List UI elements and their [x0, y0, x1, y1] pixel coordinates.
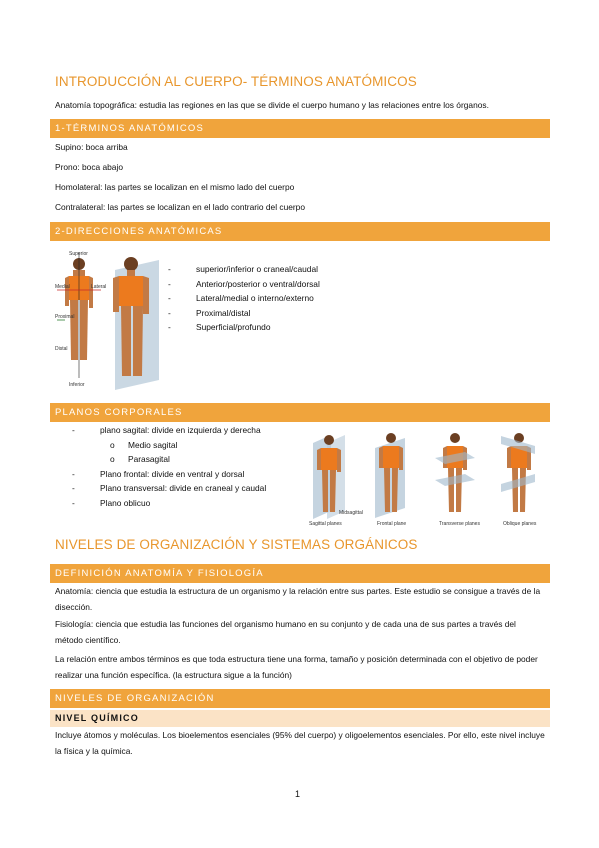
plano-item: - plano sagital: divide en izquierda y derecha: [72, 425, 261, 435]
sagittal-planes-illustration: [313, 435, 345, 519]
plano-subitem: o Parasagital: [110, 454, 170, 465]
caption-sagittal: Sagittal planes: [309, 521, 342, 527]
section-bar-niveles: NIVELES DE ORGANIZACIÓN: [50, 689, 550, 708]
plano-item: - Plano transversal: divide en craneal y caudal: [72, 483, 267, 494]
label-inferior: Inferior: [69, 382, 85, 388]
planos-list: [72, 423, 266, 511]
caption-oblique: Oblique planes: [503, 521, 537, 527]
frontal-plane-illustration: [375, 433, 405, 518]
termino-homolateral: Homolateral: las partes se localizan en el mismo lado del cuerpo: [55, 182, 295, 192]
label-superior: Superior: [69, 251, 88, 257]
page-number: 1: [295, 789, 301, 799]
direccion-item: - Superficial/profundo: [168, 322, 271, 333]
caption-midsagittal: Midsagittal: [339, 510, 363, 516]
section-title-intro: INTRODUCCIÓN AL CUERPO- TÉRMINOS ANATÓMICOS: [55, 74, 417, 89]
oblique-planes-illustration: [501, 433, 535, 512]
nivel-quimico-paragraph: Incluye átomos y moléculas. Los bioelementos esenciales (95% del cuerpo) y oligoelementos esenciales. Por ello, este nivel incluye la física y la química.: [55, 730, 545, 756]
intro-paragraph: Anatomía topográfica: estudia las regiones en las que se divide el cuerpo humano y las relaciones entre los órganos.: [55, 100, 489, 110]
fisiologia-paragraph: Fisiología: ciencia que estudia las funciones del organismo humano en su conjunto y de cada una de sus partes a través del método científico.: [55, 619, 516, 645]
section-bar-definicion: DEFINICIÓN ANATOMÍA Y FISIOLOGÍA: [50, 564, 550, 583]
termino-contralateral: Contralateral: las partes se localizan en el lado contrario del cuerpo: [55, 202, 305, 212]
label-lateral: Lateral: [91, 284, 107, 290]
direccion-item: - Anterior/posterior o ventral/dorsal: [168, 278, 320, 289]
caption-frontal: Frontal plane: [377, 521, 407, 527]
section-bar-planos: PLANOS CORPORALES: [50, 403, 550, 422]
body-planes-figure: [305, 428, 545, 528]
plano-item: - Plano oblicuo: [72, 497, 151, 508]
anatomical-directions-figure: [55, 250, 165, 390]
label-distal: Distal: [55, 346, 68, 352]
section-bar-direcciones: 2-DIRECCIONES ANATÓMICAS: [50, 222, 550, 241]
section-title-niveles: NIVELES DE ORGANIZACIÓN Y SISTEMAS ORGÁNICOS: [55, 537, 418, 552]
termino-supino: Supino: boca arriba: [55, 142, 128, 152]
direcciones-list: [168, 262, 320, 335]
caption-transverse: Transverse planes: [439, 521, 480, 527]
plano-subitem: o Medio sagital: [110, 439, 178, 450]
termino-prono: Prono: boca abajo: [55, 162, 123, 172]
direccion-item: - superior/inferior o craneal/caudal: [168, 264, 318, 274]
subheader-nivel-quimico: NIVEL QUÍMICO: [50, 710, 550, 727]
plano-item: - Plano frontal: divide en ventral y dorsal: [72, 468, 245, 479]
direccion-item: - Lateral/medial o interno/externo: [168, 293, 314, 304]
anatomia-paragraph: Anatomía: ciencia que estudia la estructura de un organismo y la relación entre sus partes. Este estudio se consigue a través de la disección.: [55, 586, 541, 612]
label-proximal: Proximal: [55, 314, 75, 320]
label-medial: Medial: [55, 284, 70, 290]
relacion-paragraph: La relación entre ambos términos es que toda estructura tiene una forma, tamaño y posición determinada con el objetivo de poder realizar una función específica. (la estructura sigue a la función): [55, 654, 538, 680]
section-bar-terminos: 1-TÉRMINOS ANATÓMICOS: [50, 119, 550, 138]
transverse-planes-illustration: [435, 433, 475, 512]
direccion-item: - Proximal/distal: [168, 307, 251, 318]
